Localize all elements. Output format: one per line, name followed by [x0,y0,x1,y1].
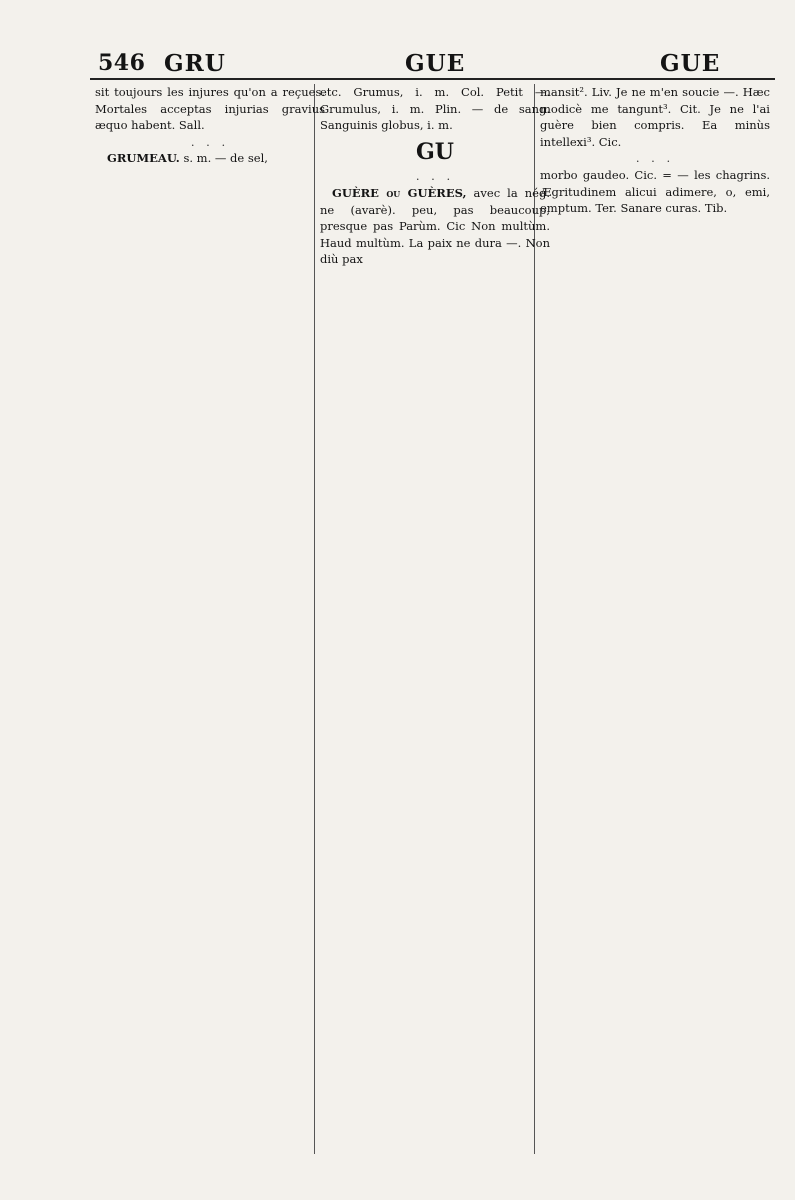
omitted-text-marker: . . . [635,151,675,166]
column-3 [540,84,770,1154]
running-head-left: GRU [164,50,226,77]
column-2-last-headword: GUÈRE ou GUÈRES, [332,185,467,200]
column-3-first-text: mansit². Liv. Je ne m'en soucie —. Hæc modicè me tangunt³. Cit. Je ne l'ai guère bien compris. Ea minùs intellexi³. Cic. [540,85,770,149]
omitted-text-marker: . . . [415,169,455,184]
column-1-last-headword: GRUMEAU. [107,151,180,166]
page-header [90,48,785,84]
column-3-last-text: morbo gaudeo. Cic. = — les chagrins. Ægritudinem alicui adimere, o, emi, emptum. Ter. Sanare curas. Tib. [540,167,770,216]
column-1 [95,84,325,1154]
column-2-first-text: etc. Grumus, i. m. Col. Petit —. Grumulus, i. m. Plin. — de sang. Sanguinis globus, i. m. [320,85,550,133]
running-head-center: GUE [405,50,466,77]
column-2-last-entry [320,185,550,268]
running-head-right: GUE [660,50,721,77]
section-heading: GU [416,138,454,165]
header-rule [90,78,775,80]
column-2-last-text: avec la nég. ne (avarè). peu, pas beaucoup, presque pas Parùm. Cic Non multùm. Haud multùm. La paix ne dura —. Non diù pax [320,185,550,267]
omitted-text-marker: . . . [190,134,230,149]
column-1-first-text: sit toujours les injures qu'on a reçues. Mortales acceptas injurias gravius æquo habent. Sall. [95,85,325,133]
column-1-last-entry [95,150,325,167]
column-1-last-text: s. m. — de sel, [183,151,268,166]
page-number: 546 [98,50,146,76]
column-2 [320,84,550,1154]
